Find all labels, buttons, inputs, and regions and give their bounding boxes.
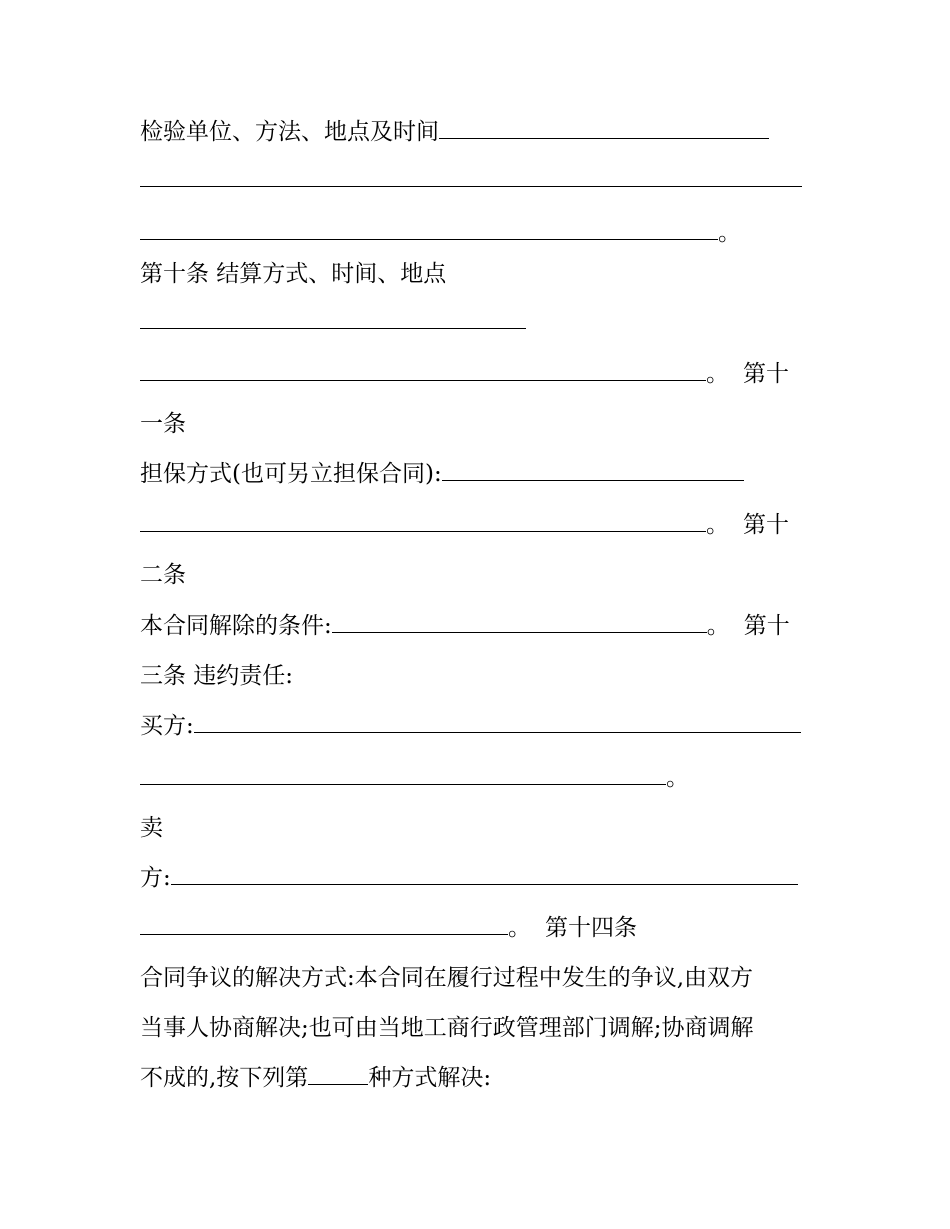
article-13-end: 三条 违约责任: (140, 663, 294, 689)
guarantee-line-1 (140, 454, 744, 494)
dispute-text-1: 合同争议的解决方式:本合同在履行过程中发生的争议,由双方 (140, 965, 754, 991)
seller-label-1: 卖 (140, 815, 163, 841)
settlement-line-2 (140, 354, 789, 394)
buyer-blank-1[interactable] (194, 708, 801, 733)
seller-blank-1[interactable] (171, 860, 798, 885)
inspection-blank-2[interactable] (140, 162, 802, 187)
guarantee-label: 担保方式(也可另立担保合同): (140, 461, 442, 487)
article-13-start: 第十 (743, 613, 790, 639)
period: 。 (706, 361, 729, 387)
guarantee-blank-2[interactable] (140, 507, 706, 532)
article-10-heading (140, 254, 446, 294)
dispute-text-2: 当事人协商解决;也可由当地工商行政管理部门调解;协商调解 (140, 1015, 754, 1041)
period: 。 (706, 512, 729, 538)
guarantee-line-2 (140, 505, 789, 545)
inspection-blank-3[interactable] (140, 215, 718, 240)
settlement-line-1 (140, 304, 526, 344)
inspection-line (140, 112, 769, 152)
article-12-heading (140, 555, 186, 595)
termination-label: 本合同解除的条件: (140, 613, 332, 639)
dispute-text-3b: 种方式解决: (368, 1065, 492, 1091)
period: 。 (718, 220, 741, 246)
guarantee-blank-1[interactable] (442, 456, 744, 481)
article-12-end: 二条 (140, 562, 186, 588)
article-11-end: 一条 (140, 411, 186, 437)
article-11-start: 第十 (743, 361, 789, 387)
termination-blank[interactable] (332, 608, 707, 633)
dispute-line-1 (140, 958, 753, 998)
dispute-line-3 (140, 1058, 491, 1098)
seller-label-2: 方: (140, 865, 171, 891)
article-14-title: 第十四条 (545, 915, 637, 941)
buyer-label: 买方: (140, 713, 194, 739)
inspection-blank[interactable] (439, 114, 769, 139)
dispute-line-2 (140, 1008, 754, 1048)
article-13-heading (140, 656, 293, 696)
settlement-blank-1[interactable] (140, 304, 526, 329)
inspection-line-2 (140, 162, 802, 202)
article-12-start: 第十 (743, 512, 789, 538)
seller-line-2 (140, 908, 637, 948)
dispute-text-3a: 不成的,按下列第 (140, 1065, 309, 1091)
buyer-line-2 (140, 758, 689, 798)
period: 。 (706, 613, 730, 639)
buyer-blank-2[interactable] (140, 760, 666, 785)
seller-line-1 (140, 858, 798, 898)
dispute-method-blank[interactable] (308, 1060, 368, 1085)
period: 。 (508, 915, 531, 941)
settlement-blank-2[interactable] (140, 356, 706, 381)
seller-blank-2[interactable] (140, 910, 508, 935)
period: 。 (666, 765, 689, 791)
inspection-line-3 (140, 213, 741, 253)
inspection-label: 检验单位、方法、地点及时间 (140, 119, 439, 145)
termination-line (140, 606, 790, 646)
buyer-line-1 (140, 706, 801, 746)
seller-label-line (140, 808, 163, 848)
article-10-title: 第十条 结算方式、时间、地点 (140, 261, 447, 287)
article-11-heading (140, 404, 186, 444)
